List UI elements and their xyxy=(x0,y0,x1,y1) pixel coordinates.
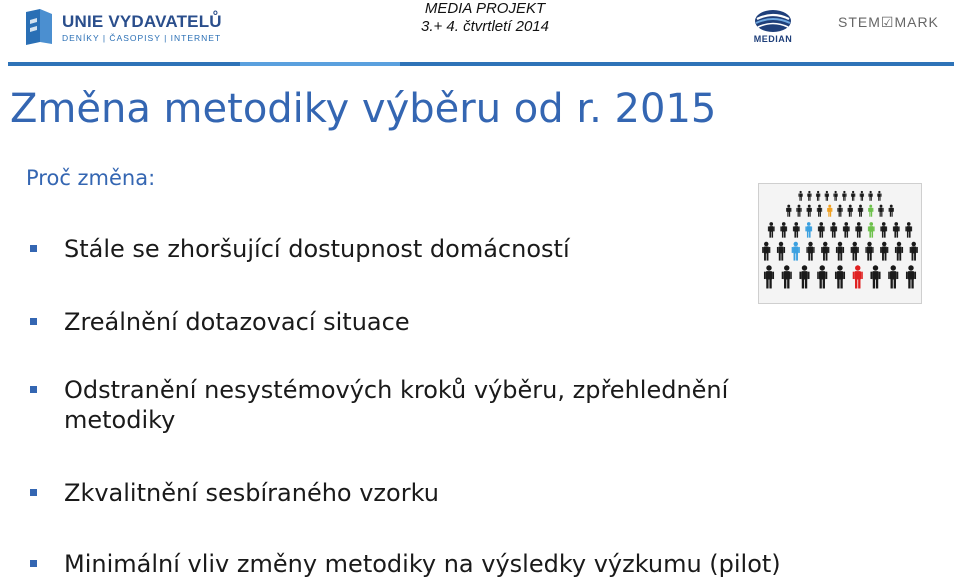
person-figure-icon xyxy=(777,242,785,261)
bullet-item xyxy=(30,375,884,435)
bullet-item xyxy=(30,307,410,337)
person-figure-icon xyxy=(830,222,837,237)
person-figure-icon xyxy=(880,222,887,237)
slide-subtitle: Proč změna: xyxy=(26,166,156,190)
person-figure-icon xyxy=(853,265,863,288)
person-figure-icon xyxy=(870,265,880,288)
bullet-text-line1: Odstranění nesystémových kroků výběru, zpřehlednění xyxy=(64,376,729,404)
bullet-square-icon xyxy=(30,386,37,393)
person-figure-icon xyxy=(796,205,801,217)
person-figure-icon xyxy=(851,242,859,261)
person-figure-icon xyxy=(877,191,881,201)
bullet-text: Zreálnění dotazovací situace xyxy=(64,308,410,336)
person-figure-icon xyxy=(836,242,844,261)
person-figure-icon xyxy=(880,242,888,261)
bullet-text: Stále se zhoršující dostupnost domácností xyxy=(64,235,570,263)
bullet-item xyxy=(30,549,781,579)
person-figure-icon xyxy=(865,242,873,261)
person-figure-icon xyxy=(805,222,812,237)
person-figure-icon xyxy=(893,222,900,237)
stemmark-logo-text: STEM☑MARK xyxy=(838,14,939,30)
bullet-square-icon xyxy=(30,489,37,496)
person-figure-icon xyxy=(868,205,873,217)
person-figure-icon xyxy=(860,191,864,201)
person-figure-icon xyxy=(848,205,853,217)
person-figure-icon xyxy=(764,265,774,288)
person-figure-icon xyxy=(888,265,898,288)
person-figure-icon xyxy=(807,205,812,217)
bullet-item xyxy=(30,234,570,264)
stemmark-logo xyxy=(838,14,939,31)
person-figure-icon xyxy=(889,205,894,217)
person-figure-icon xyxy=(833,191,837,201)
median-logo-label: MEDIAN xyxy=(753,34,793,44)
project-period: 3.+ 4. čtvrtletí 2014 xyxy=(421,18,549,35)
publisher-logo-icon xyxy=(22,8,56,46)
publisher-logo xyxy=(22,8,222,48)
person-figure-icon xyxy=(821,242,829,261)
person-figure-icon xyxy=(868,191,872,201)
person-figure-icon xyxy=(858,205,863,217)
header-rule xyxy=(8,62,954,66)
bullet-text-line2: metodiky xyxy=(64,406,176,434)
person-figure-icon xyxy=(825,191,829,201)
header-rule-accent xyxy=(240,62,400,66)
person-figure-icon xyxy=(807,191,811,201)
publisher-logo-tagline: DENÍKY | ČASOPISY | INTERNET xyxy=(62,33,222,43)
person-figure-icon xyxy=(906,265,916,288)
person-figure-icon xyxy=(910,242,918,261)
person-figure-icon xyxy=(905,222,912,237)
person-figure-icon xyxy=(843,222,850,237)
bullet-text: Minimální vliv změny metodiky na výsledky výzkumu (pilot) xyxy=(64,550,781,578)
person-figure-icon xyxy=(780,222,787,237)
person-figure-icon xyxy=(868,222,875,237)
person-figure-icon xyxy=(837,205,842,217)
person-figure-icon xyxy=(817,205,822,217)
project-heading xyxy=(350,0,620,36)
person-figure-icon xyxy=(842,191,846,201)
person-figure-icon xyxy=(762,242,770,261)
person-figure-icon xyxy=(806,242,814,261)
project-title: MEDIA PROJEKT xyxy=(424,0,546,17)
bullet-square-icon xyxy=(30,560,37,567)
person-figure-icon xyxy=(818,222,825,237)
people-pyramid-image xyxy=(758,183,922,304)
person-figure-icon xyxy=(878,205,883,217)
median-logo-icon xyxy=(748,8,798,34)
person-figure-icon xyxy=(793,222,800,237)
person-figure-icon xyxy=(786,205,791,217)
person-figure-icon xyxy=(835,265,845,288)
person-figure-icon xyxy=(827,205,832,217)
bullet-item xyxy=(30,478,439,508)
person-figure-icon xyxy=(768,222,775,237)
bullet-square-icon xyxy=(30,245,37,252)
person-figure-icon xyxy=(895,242,903,261)
person-figure-icon xyxy=(816,191,820,201)
bullet-square-icon xyxy=(30,318,37,325)
slide-title: Změna metodiky výběru od r. 2015 xyxy=(10,86,717,132)
bullet-text: Zkvalitnění sesbíraného vzorku xyxy=(64,479,439,507)
person-figure-icon xyxy=(817,265,827,288)
person-figure-icon xyxy=(798,191,802,201)
person-figure-icon xyxy=(855,222,862,237)
people-pyramid-illustration xyxy=(759,184,921,303)
publisher-logo-name: UNIE VYDAVATELŮ xyxy=(62,12,222,31)
person-figure-icon xyxy=(792,242,800,261)
median-logo xyxy=(748,8,798,48)
person-figure-icon xyxy=(782,265,792,288)
person-figure-icon xyxy=(799,265,809,288)
person-figure-icon xyxy=(851,191,855,201)
